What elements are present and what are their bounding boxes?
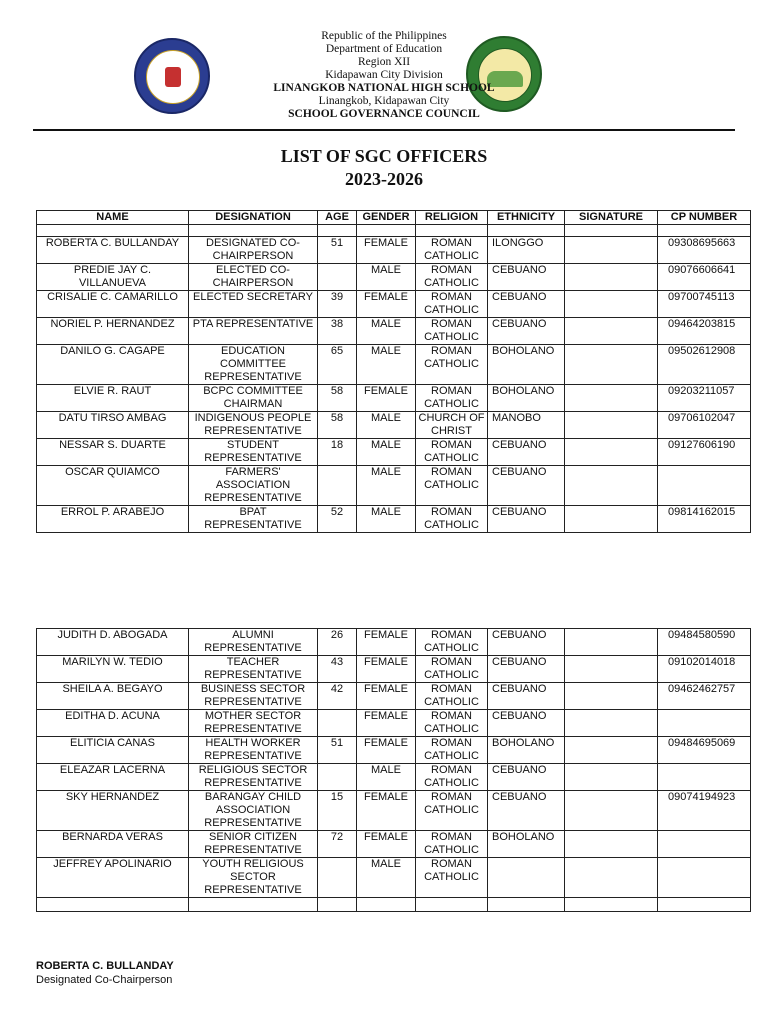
blank-cell	[357, 898, 416, 912]
ethnicity-cell: CEBUANO	[488, 264, 565, 291]
col-designation-header: DESIGNATION	[189, 211, 318, 225]
table-row	[37, 264, 751, 291]
cp-cell: 09464203815	[658, 318, 751, 345]
designation-cell: SENIOR CITIZEN REPRESENTATIVE	[189, 831, 318, 858]
ethnicity-cell: BOHOLANO	[488, 737, 565, 764]
age-cell	[318, 858, 357, 898]
cp-cell	[658, 858, 751, 898]
religion-cell: ROMAN CATHOLIC	[416, 439, 488, 466]
gender-cell: MALE	[357, 412, 416, 439]
council-name: SCHOOL GOVERNANCE COUNCIL	[288, 108, 480, 120]
age-cell: 26	[318, 629, 357, 656]
religion-cell: ROMAN CATHOLIC	[416, 264, 488, 291]
name-cell: DANILO G. CAGAPE	[37, 345, 189, 385]
age-cell: 39	[318, 291, 357, 318]
ethnicity-cell: CEBUANO	[488, 291, 565, 318]
name-cell: ELVIE R. RAUT	[37, 385, 189, 412]
age-cell: 72	[318, 831, 357, 858]
page-years: 2023-2026	[345, 169, 423, 189]
signature-cell	[565, 264, 658, 291]
age-cell: 18	[318, 439, 357, 466]
header-line: Kidapawan City Division	[325, 69, 443, 81]
signature-cell	[565, 629, 658, 656]
name-cell: SHEILA A. BEGAYO	[37, 683, 189, 710]
signature-cell	[565, 466, 658, 506]
ethnicity-cell: MANOBO	[488, 412, 565, 439]
gender-cell: MALE	[357, 506, 416, 533]
religion-cell: ROMAN CATHOLIC	[416, 858, 488, 898]
designation-cell: MOTHER SECTOR REPRESENTATIVE	[189, 710, 318, 737]
ethnicity-cell	[488, 858, 565, 898]
designation-cell: PTA REPRESENTATIVE	[189, 318, 318, 345]
name-cell: NESSAR S. DUARTE	[37, 439, 189, 466]
age-cell	[318, 466, 357, 506]
table-row	[37, 412, 751, 439]
cp-cell	[658, 831, 751, 858]
signature-cell	[565, 439, 658, 466]
age-cell: 51	[318, 737, 357, 764]
age-cell	[318, 264, 357, 291]
religion-cell: ROMAN CATHOLIC	[416, 737, 488, 764]
table-row	[37, 237, 751, 264]
signature-cell	[565, 412, 658, 439]
religion-cell: ROMAN CATHOLIC	[416, 764, 488, 791]
designation-cell: DESIGNATED CO-CHAIRPERSON	[189, 237, 318, 264]
name-cell: JEFFREY APOLINARIO	[37, 858, 189, 898]
ethnicity-cell: CEBUANO	[488, 791, 565, 831]
col-signature-header: SIGNATURE	[565, 211, 658, 225]
cp-cell: 09700745113	[658, 291, 751, 318]
table-row	[37, 710, 751, 737]
cp-cell: 09203211057	[658, 385, 751, 412]
ethnicity-cell: CEBUANO	[488, 506, 565, 533]
designation-cell: FARMERS' ASSOCIATION REPRESENTATIVE	[189, 466, 318, 506]
religion-cell: ROMAN CATHOLIC	[416, 831, 488, 858]
signature-cell	[565, 683, 658, 710]
gender-cell: FEMALE	[357, 656, 416, 683]
designation-cell: ALUMNI REPRESENTATIVE	[189, 629, 318, 656]
table-row	[37, 831, 751, 858]
signature-cell	[565, 710, 658, 737]
signatory-name: ROBERTA C. BULLANDAY	[36, 960, 174, 972]
school-address: Linangkob, Kidapawan City	[318, 95, 450, 107]
school-name: LINANGKOB NATIONAL HIGH SCHOOL	[273, 82, 495, 94]
gender-cell: FEMALE	[357, 831, 416, 858]
blank-cell	[189, 898, 318, 912]
cp-cell: 09462462757	[658, 683, 751, 710]
blank-cell	[488, 898, 565, 912]
header-line: Department of Education	[325, 43, 443, 55]
name-cell: CRISALIE C. CAMARILLO	[37, 291, 189, 318]
table-row	[37, 466, 751, 506]
blank-cell	[318, 898, 357, 912]
age-cell: 65	[318, 345, 357, 385]
table-row	[37, 506, 751, 533]
designation-cell: BPAT REPRESENTATIVE	[189, 506, 318, 533]
cp-cell: 09814162015	[658, 506, 751, 533]
col-name-header: NAME	[37, 211, 189, 225]
blank-cell	[488, 225, 565, 237]
cp-cell	[658, 710, 751, 737]
table-row	[37, 656, 751, 683]
ethnicity-cell: CEBUANO	[488, 439, 565, 466]
table-row	[37, 737, 751, 764]
cp-cell	[658, 466, 751, 506]
signature-cell	[565, 345, 658, 385]
name-cell: BERNARDA VERAS	[37, 831, 189, 858]
signature-cell	[565, 764, 658, 791]
table-row	[37, 345, 751, 385]
designation-cell: BARANGAY CHILD ASSOCIATION REPRESENTATIVE	[189, 791, 318, 831]
signature-cell	[565, 858, 658, 898]
table-row	[37, 385, 751, 412]
col-gender-header: GENDER	[357, 211, 416, 225]
age-cell	[318, 764, 357, 791]
gender-cell: MALE	[357, 264, 416, 291]
table-row	[37, 683, 751, 710]
gender-cell: MALE	[357, 466, 416, 506]
gender-cell: MALE	[357, 439, 416, 466]
col-ethnicity-header: ETHNICITY	[488, 211, 565, 225]
blank-cell	[416, 225, 488, 237]
religion-cell: ROMAN CATHOLIC	[416, 710, 488, 737]
header-divider	[33, 129, 735, 131]
religion-cell: ROMAN CATHOLIC	[416, 506, 488, 533]
officers-table-2	[36, 628, 751, 912]
designation-cell: STUDENT REPRESENTATIVE	[189, 439, 318, 466]
gender-cell: FEMALE	[357, 737, 416, 764]
blank-cell	[189, 225, 318, 237]
cp-cell: 09502612908	[658, 345, 751, 385]
religion-cell: ROMAN CATHOLIC	[416, 385, 488, 412]
gender-cell: FEMALE	[357, 710, 416, 737]
gender-cell: FEMALE	[357, 385, 416, 412]
age-cell: 42	[318, 683, 357, 710]
designation-cell: HEALTH WORKER REPRESENTATIVE	[189, 737, 318, 764]
header-row	[37, 211, 751, 225]
age-cell: 58	[318, 385, 357, 412]
table-row	[37, 291, 751, 318]
religion-cell: ROMAN CATHOLIC	[416, 237, 488, 264]
ethnicity-cell: CEBUANO	[488, 466, 565, 506]
religion-cell: ROMAN CATHOLIC	[416, 629, 488, 656]
gender-cell: FEMALE	[357, 237, 416, 264]
signature-cell	[565, 237, 658, 264]
officers-table-1	[36, 210, 751, 533]
designation-cell: RELIGIOUS SECTOR REPRESENTATIVE	[189, 764, 318, 791]
religion-cell: CHURCH OF CHRIST	[416, 412, 488, 439]
blank-cell	[565, 898, 658, 912]
ethnicity-cell: BOHOLANO	[488, 831, 565, 858]
religion-cell: ROMAN CATHOLIC	[416, 345, 488, 385]
religion-cell: ROMAN CATHOLIC	[416, 466, 488, 506]
signature-cell	[565, 506, 658, 533]
age-cell: 38	[318, 318, 357, 345]
gender-cell: MALE	[357, 345, 416, 385]
signature-cell	[565, 318, 658, 345]
name-cell: ERROL P. ARABEJO	[37, 506, 189, 533]
blank-cell	[565, 225, 658, 237]
age-cell: 51	[318, 237, 357, 264]
gender-cell: FEMALE	[357, 683, 416, 710]
gender-cell: MALE	[357, 858, 416, 898]
col-age-header: AGE	[318, 211, 357, 225]
signature-cell	[565, 831, 658, 858]
designation-cell: TEACHER REPRESENTATIVE	[189, 656, 318, 683]
age-cell: 43	[318, 656, 357, 683]
name-cell: ELEAZAR LACERNA	[37, 764, 189, 791]
name-cell: MARILYN W. TEDIO	[37, 656, 189, 683]
blank-cell	[416, 898, 488, 912]
name-cell: DATU TIRSO AMBAG	[37, 412, 189, 439]
gender-cell: MALE	[357, 318, 416, 345]
blank-row	[37, 225, 751, 237]
ethnicity-cell: CEBUANO	[488, 318, 565, 345]
designation-cell: INDIGENOUS PEOPLE REPRESENTATIVE	[189, 412, 318, 439]
designation-cell: EDUCATION COMMITTEE REPRESENTATIVE	[189, 345, 318, 385]
table-row	[37, 629, 751, 656]
cp-cell: 09127606190	[658, 439, 751, 466]
blank-cell	[658, 225, 751, 237]
name-cell: EDITHA D. ACUNA	[37, 710, 189, 737]
ethnicity-cell: CEBUANO	[488, 683, 565, 710]
table-row	[37, 439, 751, 466]
gender-cell: FEMALE	[357, 629, 416, 656]
cp-cell: 09484695069	[658, 737, 751, 764]
designation-cell: ELECTED CO-CHAIRPERSON	[189, 264, 318, 291]
signature-cell	[565, 656, 658, 683]
name-cell: ROBERTA C. BULLANDAY	[37, 237, 189, 264]
ethnicity-cell: CEBUANO	[488, 764, 565, 791]
officers-table-1-body	[37, 237, 751, 533]
age-cell	[318, 710, 357, 737]
officers-table-2-body	[37, 629, 751, 912]
cp-cell: 09102014018	[658, 656, 751, 683]
header-line: Republic of the Philippines	[321, 30, 447, 42]
signature-cell	[565, 385, 658, 412]
page-title: LIST OF SGC OFFICERS	[280, 146, 488, 166]
name-cell: ELITICIA CANAS	[37, 737, 189, 764]
cp-cell	[658, 764, 751, 791]
header-line: Region XII	[357, 56, 411, 68]
letterhead	[0, 30, 768, 121]
name-cell: OSCAR QUIAMCO	[37, 466, 189, 506]
signature-cell	[565, 737, 658, 764]
ethnicity-cell: CEBUANO	[488, 710, 565, 737]
blank-cell	[37, 225, 189, 237]
blank-cell	[658, 898, 751, 912]
age-cell: 58	[318, 412, 357, 439]
name-cell: JUDITH D. ABOGADA	[37, 629, 189, 656]
blank-cell	[357, 225, 416, 237]
table-row	[37, 858, 751, 898]
blank-cell	[37, 898, 189, 912]
ethnicity-cell: ILONGGO	[488, 237, 565, 264]
age-cell: 52	[318, 506, 357, 533]
cp-cell: 09308695663	[658, 237, 751, 264]
signature-cell	[565, 791, 658, 831]
signatory-role: Designated Co-Chairperson	[36, 974, 173, 986]
signature-cell	[565, 291, 658, 318]
religion-cell: ROMAN CATHOLIC	[416, 318, 488, 345]
designation-cell: BUSINESS SECTOR REPRESENTATIVE	[189, 683, 318, 710]
designation-cell: BCPC COMMITTEE CHAIRMAN	[189, 385, 318, 412]
religion-cell: ROMAN CATHOLIC	[416, 791, 488, 831]
table-row	[37, 791, 751, 831]
ethnicity-cell: CEBUANO	[488, 629, 565, 656]
religion-cell: ROMAN CATHOLIC	[416, 291, 488, 318]
religion-cell: ROMAN CATHOLIC	[416, 656, 488, 683]
religion-cell: ROMAN CATHOLIC	[416, 683, 488, 710]
table-row	[37, 318, 751, 345]
blank-row	[37, 898, 751, 912]
gender-cell: FEMALE	[357, 791, 416, 831]
blank-cell	[318, 225, 357, 237]
col-cp-header: CP NUMBER	[658, 211, 751, 225]
name-cell: NORIEL P. HERNANDEZ	[37, 318, 189, 345]
cp-cell: 09074194923	[658, 791, 751, 831]
cp-cell: 09484580590	[658, 629, 751, 656]
designation-cell: ELECTED SECRETARY	[189, 291, 318, 318]
col-religion-header: RELIGION	[416, 211, 488, 225]
cp-cell: 09076606641	[658, 264, 751, 291]
gender-cell: FEMALE	[357, 291, 416, 318]
name-cell: SKY HERNANDEZ	[37, 791, 189, 831]
gender-cell: MALE	[357, 764, 416, 791]
cp-cell: 09706102047	[658, 412, 751, 439]
designation-cell: YOUTH RELIGIOUS SECTOR REPRESENTATIVE	[189, 858, 318, 898]
age-cell: 15	[318, 791, 357, 831]
ethnicity-cell: BOHOLANO	[488, 345, 565, 385]
name-cell: PREDIE JAY C. VILLANUEVA	[37, 264, 189, 291]
table-row	[37, 764, 751, 791]
ethnicity-cell: CEBUANO	[488, 656, 565, 683]
ethnicity-cell: BOHOLANO	[488, 385, 565, 412]
